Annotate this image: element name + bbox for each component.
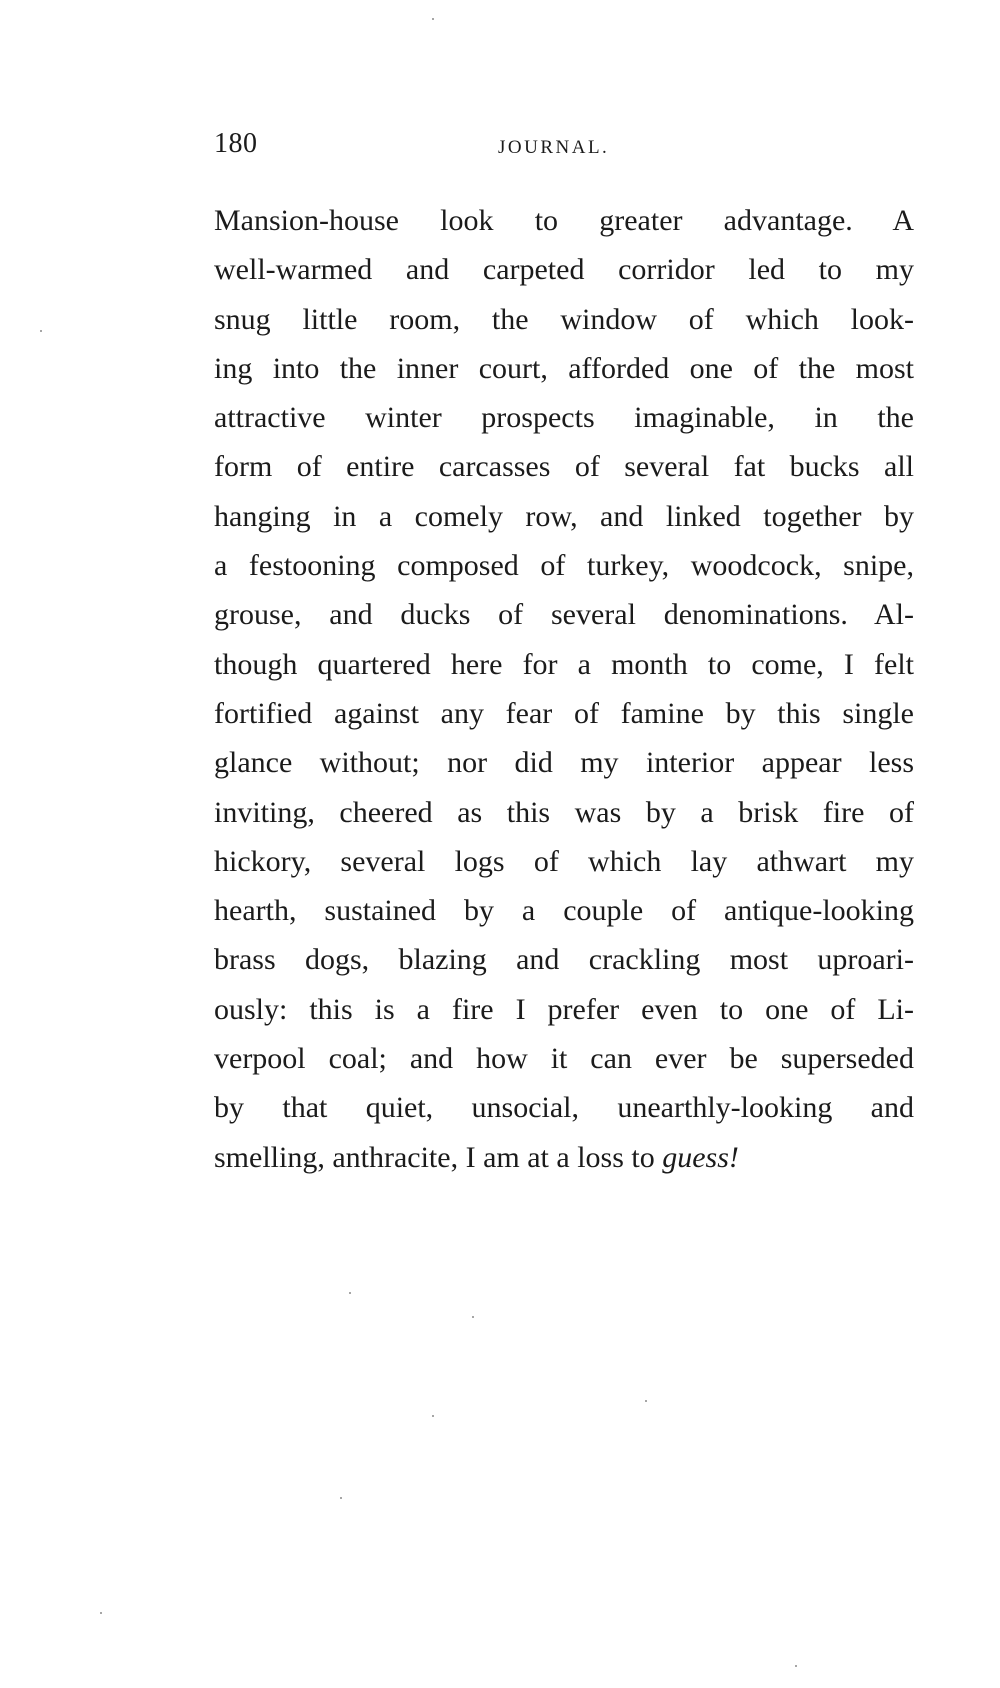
- text-line: verpool coal; and how it can ever be superseded: [214, 1042, 914, 1076]
- text-line: Mansion-house look to greater advantage. A: [214, 204, 914, 237]
- text-line: hearth, sustained by a couple of antique-looking: [214, 894, 914, 928]
- running-title: JOURNAL.: [498, 137, 610, 158]
- scan-speck: [432, 1415, 434, 1417]
- scan-speck: [349, 1292, 351, 1294]
- scan-speck: [795, 1665, 797, 1667]
- text-line: snug little room, the window of which look-: [214, 302, 914, 336]
- text-line: ing into the inner court, afforded one of the most: [214, 351, 914, 385]
- running-head: [214, 128, 914, 168]
- text-line: grouse, and ducks of several denominations. Al-: [214, 598, 914, 632]
- scan-speck: [40, 330, 42, 332]
- text-line: fortified against any fear of famine by this single: [214, 696, 914, 730]
- scan-speck: [432, 18, 434, 20]
- text-line: hanging in a comely row, and linked together by: [214, 499, 914, 533]
- text-line: hickory, several logs of which lay athwart my: [214, 844, 914, 878]
- text-line: well-warmed and carpeted corridor led to my: [214, 253, 914, 287]
- scan-speck: [340, 1497, 342, 1499]
- text-line: by that quiet, unsocial, unearthly-looking and: [214, 1091, 914, 1125]
- text-line: form of entire carcasses of several fat bucks all: [214, 450, 914, 484]
- scan-speck: [472, 1316, 474, 1318]
- text-line: inviting, cheered as this was by a brisk fire of: [214, 795, 914, 829]
- text-line: brass dogs, blazing and crackling most uproari-: [214, 943, 914, 977]
- last-line-text: smelling, anthracite, I am at a loss to: [214, 1140, 663, 1174]
- text-line-last: [214, 1133, 914, 1182]
- text-line: ously: this is a fire I prefer even to one of Li-: [214, 992, 914, 1026]
- text-line: a festooning composed of turkey, woodcock, snipe,: [214, 549, 914, 583]
- scan-speck: [645, 1400, 647, 1402]
- text-line: though quartered here for a month to come, I felt: [214, 647, 914, 681]
- body-text: [214, 196, 914, 1182]
- italic-word: guess!: [662, 1140, 739, 1174]
- text-line: glance without; nor did my interior appear less: [214, 746, 914, 780]
- page-number: 180: [214, 128, 258, 159]
- scan-speck: [100, 1612, 102, 1614]
- text-line: attractive winter prospects imaginable, in the: [214, 401, 914, 435]
